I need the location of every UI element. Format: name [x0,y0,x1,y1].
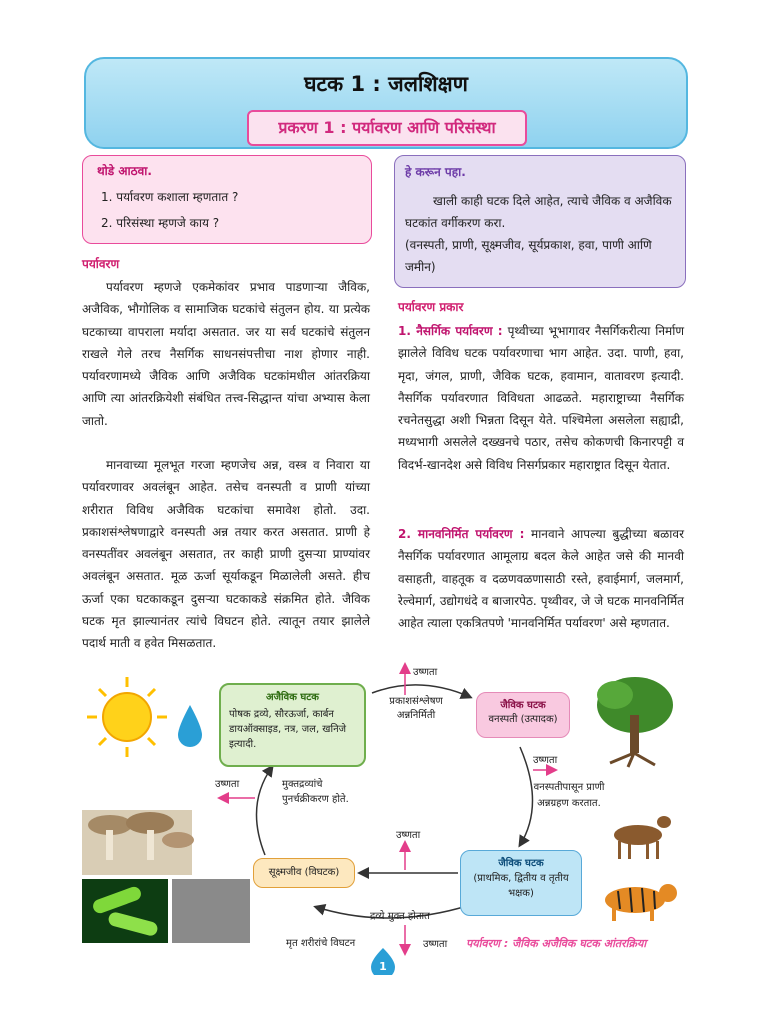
tree-icon [597,677,673,767]
sun-icon [87,677,167,757]
microscope-image [172,879,250,943]
producer-title: जैविक घटक [500,700,546,711]
natural-env-text: पृथ्वीच्या भूभागावर नैसर्गिकरीत्या निर्माण झालेले विविध घटक पर्यावरणाचा भाग आहेत. उदा. पाणी, हवा, मृदा, जंगल, प्राणी, जैविक घटक, हवामान, वातावरण इत्यादी. नैसर्गिक पर्यावरणात विविधता आढळते. महाराष्ट्राच्या नैसर्गिक रचनेतसुद्धा अशी भिन्नता दिसून येते. पश्चिमेला असलेला सह्याद्री, मध्यभागी असलेले दख्खनचे पठार, तसेच कोकणची किनारपट्टी व विदर्भ-खानदेश असे विविध निसर्गप्रकार महाराष्ट्रात दिसून येतात. [398,324,684,472]
environment-paragraph: पर्यावरण म्हणजे एकमेकांवर प्रभाव पाडणाऱ्या जैविक, अजैविक, भौगोलिक व सामाजिक घटकांचे संतुलन होय. या प्रत्येक घटकाच्या वापराला मर्यादा असतात. जर या सर्व घटकांचे संतुलन राखले गेले तरच नैसर्गिक साधनसंपत्तीचा नाश होणार नाही. पर्यावरणामध्ये जैविक आणि अजैविक घटकांमधील आंतरक्रिया आणि त्या आंतरक्रियेशी संबंधित तत्त्व-सिद्धान्त यांचा अभ्यास केला जातो. [82,280,370,428]
release-label: द्रव्ये मुक्त होतात [370,911,430,922]
natural-env-paragraph [398,320,684,476]
manmade-env-text: मानवाने आपल्या बुद्धीच्या बळावर नैसर्गिक पर्यावरणात आमूलाग्र बदल केले आहेत जसे की मानवी वसाहती, वाहतूक व दळणवळणासाठी रस्ते, हवाईमार्ग, जलमार्ग, रेल्वेमार्ग, उद्योगधंदे व बाजारपेठ. पृथ्वीवर, जे जे घटक मानवनिर्मित आहेत त्याला एकत्रितपणे 'मानवनिर्मित पर्यावरण' असे म्हणतात. [398,527,684,631]
abiotic-text: पोषक द्रव्ये, सौरऊर्जा, कार्बन डायऑक्साइड, नत्र, जल, खनिजे इत्यादी. [229,709,347,750]
consumer-box [460,850,582,916]
manmade-env-label: 2. मानवनिर्मित पर्यावरण : [398,527,525,541]
natural-env-label: 1. नैसर्गिक पर्यावरण : [398,324,503,338]
recycle-label: मुक्तद्रव्यांचे पुनर्चक्रीकरण होते. [282,779,349,805]
recall-title: थोडे आठवा. [97,164,152,178]
heat-label: उष्णता [215,779,240,790]
heat-label: उष्णता [413,667,438,678]
mushroom-icon [82,810,194,875]
arrow-producer-to-consumer [520,747,533,845]
recall-item: 2. परिसंस्था म्हणजे काय ? [101,216,220,230]
recall-item: 1. पर्यावरण कशाला म्हणतात ? [101,190,239,204]
goat-icon [614,816,671,859]
abiotic-box [219,683,366,767]
producer-text: वनस्पती (उत्पादक) [488,714,558,725]
plant-food-label: वनस्पतीपासून प्राणी अन्नग्रहण करतात. [533,782,605,809]
heat-label: उष्णता [396,830,421,841]
footer-caption: पर्यावरण : जैविक अजैविक घटक आंतरक्रिया [466,937,647,950]
consumer-text: (प्राथमिक, द्वितीय व तृतीय भक्षक) [473,873,569,899]
try-content [405,190,677,278]
chapter-title: घटक 1 : जलशिक्षण [304,72,468,96]
food-making-text: अन्ननिर्मिती [396,710,436,721]
producer-box [476,692,570,738]
water-drop-icon [178,705,202,747]
heat-label: उष्णता [423,939,448,950]
try-text: खाली काही घटक दिले आहेत, त्याचे जैविक व अजैविक घटकांत वर्गीकरण करा. [405,194,672,230]
manmade-env-paragraph [398,523,684,634]
lesson-subtitle: प्रकरण 1 : पर्यावरण आणि परिसंस्था [247,110,527,146]
try-list: (वनस्पती, प्राणी, सूक्ष्मजीव, सूर्यप्रकाश, हवा, पाणी आणि जमीन) [405,238,652,274]
bacteria-icon [82,879,168,943]
page-number: 1 [379,960,387,973]
section-heading-environment: पर्यावरण [82,257,120,271]
arrow-decomposer-to-abiotic [256,767,272,855]
try-title: हे करून पहा. [405,165,466,179]
consumer-title: जैविक घटक [498,858,544,869]
photosynthesis-label [376,693,456,721]
tiger-icon [605,884,677,921]
needs-paragraph: मानवाच्या मूलभूत गरजा म्हणजेच अन्न, वस्त्र व निवारा या पर्यावरणावर अवलंबून आहेत. तसेच वनस्पती व प्राणी यांच्या शरीरात विविध अजैविक घटकांचा समावेश होतो. उदा. प्रकाशसंश्लेषणाद्वारे वनस्पती अन्न तयार करत असतात. प्राणी हे वनस्पतींवर अवलंबून असतात, तर काही प्राणी दुसऱ्या प्राण्यांवर अवलंबून असतात. मूळ ऊर्जा सूर्याकडून मिळालेली असते. हीच ऊर्जा एका घटकाकडून दुसऱ्या घटकाकडे संक्रमित होते. जैविक घटक मृत झाल्यानंतर त्यांचे विघटन होते. त्यातून तयार झालेले पदार्थ माती व हवेत मिसळतात. [82,458,370,651]
abiotic-title: अजैविक घटक [265,692,319,703]
section-heading-types: पर्यावरण प्रकार [398,300,464,314]
heat-label: उष्णता [533,755,558,766]
photosynthesis-text: प्रकाशसंश्लेषण [389,696,443,707]
decompose-label: मृत शरीरांचे विघटन [286,938,356,949]
decomposer-box: सूक्ष्मजीव (विघटक) [253,858,355,888]
